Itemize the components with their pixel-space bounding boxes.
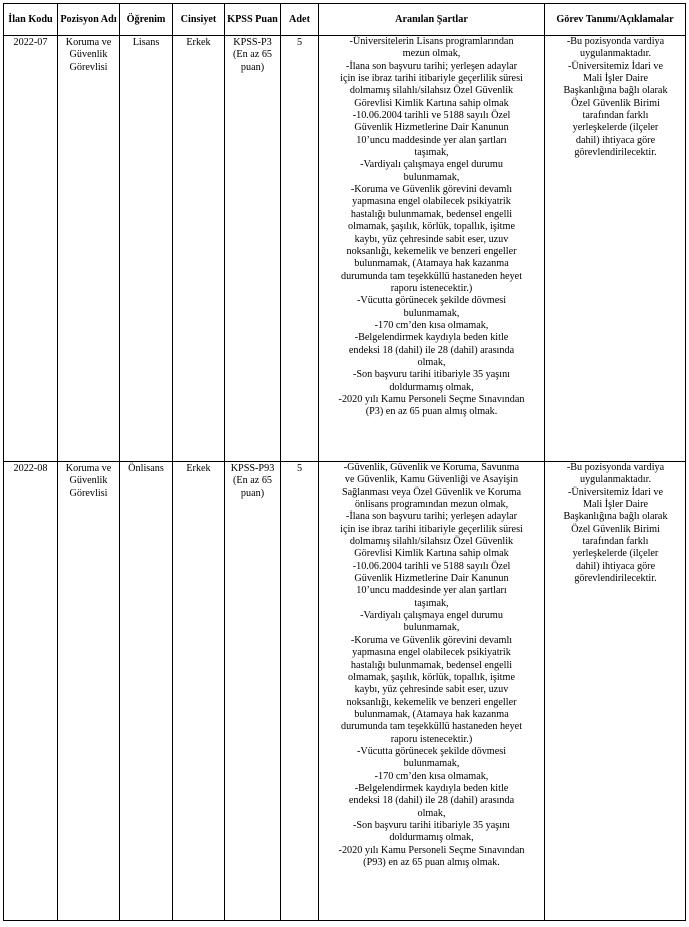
text-line: doldurmamış olmak, bbox=[389, 381, 474, 393]
text-line: yapmasına engel olabilecek psikiyatrik bbox=[352, 196, 511, 208]
text-line: Güvenlik Hizmetlerine Dair Kanunun bbox=[354, 122, 509, 134]
text-line: -Koruma ve Güvenlik görevini devamlı bbox=[350, 184, 513, 196]
job-listing-table-container bbox=[3, 3, 686, 921]
cell-aranilan-sartlar bbox=[319, 462, 545, 921]
cell-cinsiyet: Erkek bbox=[173, 36, 225, 462]
text-line: Mali İşler Daire bbox=[582, 499, 649, 511]
text-line: raporu istenecektir.) bbox=[390, 282, 473, 294]
text-line: olmak, bbox=[417, 807, 446, 819]
text-line: (P3) en az 65 puan almış olmak. bbox=[365, 406, 498, 418]
text-line: doldurmamış olmak, bbox=[389, 832, 474, 844]
cell-aranilan-sartlar bbox=[319, 36, 545, 462]
text-line: -Bu pozisyonda vardiya bbox=[566, 36, 665, 47]
text-line: Özel Güvenlik Birimi bbox=[571, 523, 660, 535]
table-row bbox=[4, 462, 686, 921]
text-line: tarafından farklı bbox=[582, 536, 649, 548]
text-line: -Bu pozisyonda vardiya bbox=[566, 462, 665, 473]
cell-adet: 5 bbox=[281, 462, 319, 921]
text-line: önlisans programından mezun olmak, bbox=[354, 499, 509, 511]
text-line: -Vücutta görünecek şekilde dövmesi bbox=[356, 295, 507, 307]
header-gorev-tanimi: Görev Tanımı/Açıklamalar bbox=[545, 4, 686, 36]
text-line: -Son başvuru tarihi itibariyle 35 yaşını bbox=[352, 819, 511, 831]
text-line: -Vardiyalı çalışmaya engel durumu bbox=[360, 610, 503, 622]
text-line: 10’uncu maddesinde yer alan şartları bbox=[356, 134, 507, 146]
header-pozisyon-adi: Pozisyon Adı bbox=[58, 4, 120, 36]
cell-ogrenim: Önlisans bbox=[120, 462, 173, 921]
cell-ilan-kodu: 2022-08 bbox=[4, 462, 58, 921]
text-line: Güvenlik Hizmetlerine Dair Kanunun bbox=[354, 573, 509, 585]
text-line: Görevlisi Kimlik Kartına sahip olmak bbox=[354, 548, 509, 560]
text-line: -2020 yılı Kamu Personeli Seçme Sınavından bbox=[338, 844, 525, 856]
header-adet: Adet bbox=[281, 4, 319, 36]
text-line: -Belgelendirmek kaydıyla beden kitle bbox=[354, 782, 509, 794]
text-line: yerleşkelerde (ilçeler bbox=[572, 122, 659, 134]
text-line: olmak, bbox=[417, 356, 446, 368]
text-line: için ise ibraz tarihi itibariyle geçerlilik süresi bbox=[340, 523, 523, 535]
text-line: -İlana son başvuru tarihi; yerleşen adaylar bbox=[345, 511, 518, 523]
text-line: hastalığı bulunmamak, bedensel engelli bbox=[350, 659, 513, 671]
cell-ogrenim: Lisans bbox=[120, 36, 173, 462]
text-line: Başkanlığına bağlı olarak bbox=[563, 511, 668, 523]
text-line: -Belgelendirmek kaydıyla beden kitle bbox=[354, 332, 509, 344]
text-line: -Üniversitelerin Lisans programlarından bbox=[349, 36, 514, 47]
text-line: -Vücutta görünecek şekilde dövmesi bbox=[356, 745, 507, 757]
text-line: -İlana son başvuru tarihi; yerleşen adaylar bbox=[345, 60, 518, 72]
text-line: durumunda tam teşekküllü hastaneden heyet bbox=[340, 721, 523, 733]
text-line: mezun olmak, bbox=[402, 48, 461, 60]
text-line: -10.06.2004 tarihli ve 5188 sayılı Özel bbox=[352, 560, 511, 572]
text-line: ve Güvenlik, Kamu Güvenliği ve Asayişin bbox=[344, 474, 519, 486]
text-line: endeksi 18 (dahil) ile 28 (dahil) arasında bbox=[348, 795, 515, 807]
text-line: (P93) en az 65 puan almış olmak. bbox=[363, 857, 500, 868]
text-line: endeksi 18 (dahil) ile 28 (dahil) arasında bbox=[348, 344, 515, 356]
text-line: -2020 yılı Kamu Personeli Seçme Sınavından bbox=[338, 393, 525, 405]
text-line: olmamak, şaşılık, körlük, topallık, işitme bbox=[348, 221, 515, 233]
text-line: -170 cm’den kısa olmamak, bbox=[374, 770, 489, 782]
header-ilan-kodu: İlan Kodu bbox=[4, 4, 58, 36]
text-line: görevlendirilecektir. bbox=[574, 573, 657, 585]
text-line: uygulanmaktadır. bbox=[579, 474, 651, 486]
text-line: uygulanmaktadır. bbox=[579, 48, 651, 60]
text-line: 10’uncu maddesinde yer alan şartları bbox=[356, 585, 507, 597]
cell-ilan-kodu: 2022-07 bbox=[4, 36, 58, 462]
text-line: noksanlığı, kekemelik ve benzeri engeller bbox=[346, 245, 517, 257]
cell-kpss-puan: KPSS-P93 (En az 65 puan) bbox=[225, 462, 281, 921]
header-aranilan-sartlar: Aranılan Şartlar bbox=[319, 4, 545, 36]
cell-cinsiyet: Erkek bbox=[173, 462, 225, 921]
cell-gorev-tanimi bbox=[545, 462, 686, 921]
text-line: -Koruma ve Güvenlik görevini devamlı bbox=[350, 634, 513, 646]
cell-adet: 5 bbox=[281, 36, 319, 462]
text-line: bulunmamak, bbox=[403, 758, 460, 770]
text-line: Sağlanması veya Özel Güvenlik ve Koruma bbox=[341, 486, 522, 498]
cell-kpss-puan: KPSS-P3 (En az 65 puan) bbox=[225, 36, 281, 462]
text-line: -Üniversitemiz İdari ve bbox=[567, 60, 664, 72]
text-line: taşımak, bbox=[414, 147, 449, 159]
text-line: bulunmamak, bbox=[403, 622, 460, 634]
cell-gorev-tanimi bbox=[545, 36, 686, 462]
text-line: kaybı, yüz çehresinde sabit eser, uzuv bbox=[354, 233, 509, 245]
text-line: bulunmamak, (Atamaya hak kazanma bbox=[354, 258, 509, 270]
text-line: görevlendirilecektir. bbox=[574, 147, 657, 159]
text-line: noksanlığı, kekemelik ve benzeri engeller bbox=[346, 696, 517, 708]
text-line: -Son başvuru tarihi itibariyle 35 yaşını bbox=[352, 369, 511, 381]
cell-pozisyon-adi: Koruma ve Güvenlik Görevlisi bbox=[58, 462, 120, 921]
job-listing-table bbox=[3, 3, 686, 921]
text-line: bulunmamak, bbox=[403, 307, 460, 319]
text-line: kaybı, yüz çehresinde sabit eser, uzuv bbox=[354, 684, 509, 696]
text-line: yerleşkelerde (ilçeler bbox=[572, 548, 659, 560]
text-line: -Güvenlik, Güvenlik ve Koruma, Savunma bbox=[343, 462, 520, 473]
text-line: durumunda tam teşekküllü hastaneden heyet bbox=[340, 270, 523, 282]
text-line: için ise ibraz tarihi itibariyle geçerlilik süresi bbox=[340, 73, 523, 85]
text-line: taşımak, bbox=[414, 597, 449, 609]
text-line: -Vardiyalı çalışmaya engel durumu bbox=[360, 159, 503, 171]
table-header-row bbox=[4, 4, 686, 36]
text-line: Başkanlığına bağlı olarak bbox=[563, 85, 668, 97]
header-kpss-puan: KPSS Puan bbox=[225, 4, 281, 36]
header-ogrenim: Öğrenim bbox=[120, 4, 173, 36]
text-line: bulunmamak, (Atamaya hak kazanma bbox=[354, 708, 509, 720]
text-line: hastalığı bulunmamak, bedensel engelli bbox=[350, 208, 513, 220]
text-line: yapmasına engel olabilecek psikiyatrik bbox=[352, 647, 511, 659]
text-line: dolmamış silahlı/silahsız Özel Güvenlik bbox=[349, 85, 514, 97]
text-line: olmamak, şaşılık, körlük, topallık, işitme bbox=[348, 671, 515, 683]
text-line: bulunmamak, bbox=[403, 171, 460, 183]
text-line: dahil) ihtiyaca göre bbox=[575, 560, 656, 572]
header-cinsiyet: Cinsiyet bbox=[173, 4, 225, 36]
text-line: dahil) ihtiyaca göre bbox=[575, 134, 656, 146]
text-line: Özel Güvenlik Birimi bbox=[571, 97, 660, 109]
text-line: dolmamış silahlı/silahsız Özel Güvenlik bbox=[349, 536, 514, 548]
text-line: raporu istenecektir.) bbox=[390, 733, 473, 745]
text-line: Mali İşler Daire bbox=[582, 73, 649, 85]
table-row bbox=[4, 36, 686, 462]
text-line: Görevlisi Kimlik Kartına sahip olmak bbox=[354, 97, 509, 109]
text-line: tarafından farklı bbox=[582, 110, 649, 122]
text-line: -170 cm’den kısa olmamak, bbox=[374, 319, 489, 331]
text-line: -10.06.2004 tarihli ve 5188 sayılı Özel bbox=[352, 110, 511, 122]
cell-pozisyon-adi: Koruma ve Güvenlik Görevlisi bbox=[58, 36, 120, 462]
text-line: -Üniversitemiz İdari ve bbox=[567, 486, 664, 498]
